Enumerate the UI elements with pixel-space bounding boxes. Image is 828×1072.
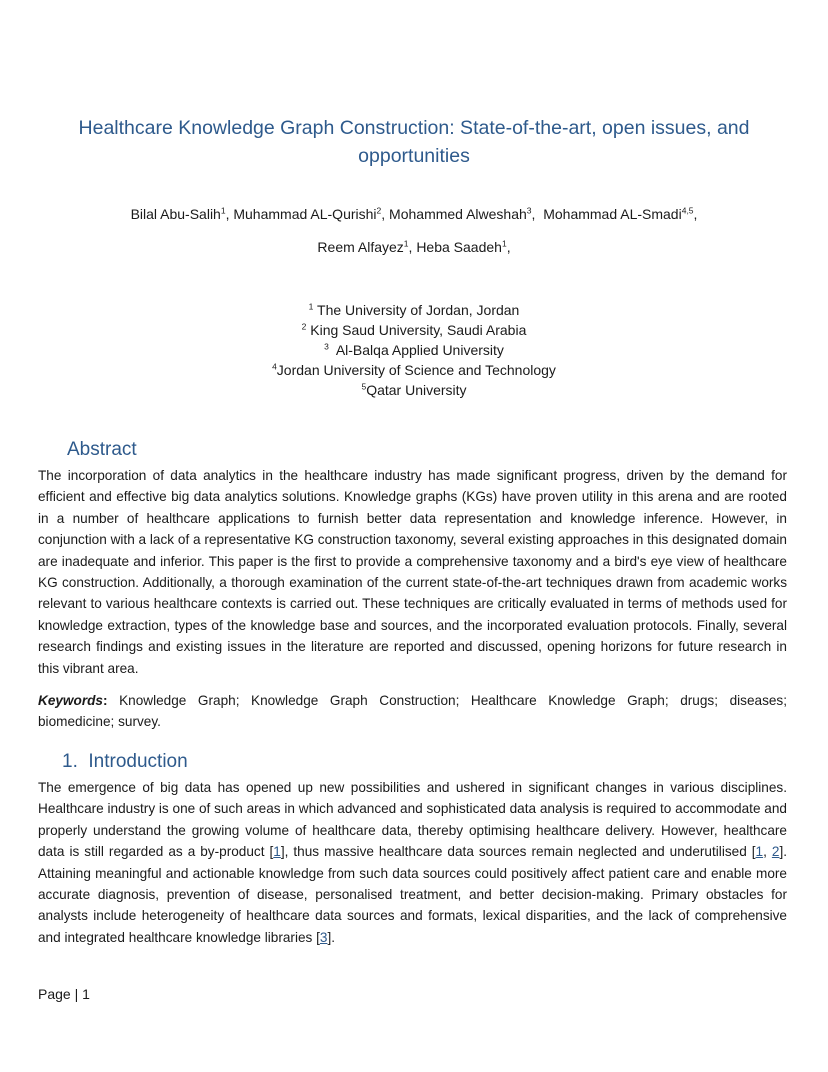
- abstract-text: The incorporation of data analytics in the healthcare industry has made significant progress, driven by the demand for efficient and effective big data analytics solutions. Knowledge graphs (KGs) have proven utility in this arena and are rooted in a number of healthcare applications to furnish better data representation and knowledge inference. However, in conjunction with a lack of a representative KG construction taxonomy, several existing approaches in this designated domain are inadequate and inferior. This paper is the first to provide a comprehensive taxonomy and a bird's eye view of healthcare KG construction. Additionally, a thorough examination of the current state-of-the-art techniques drawn from academic works relevant to various healthcare contexts is carried out. These techniques are critically evaluated in terms of methods used for knowledge extraction, types of the knowledge base and sources, and the incorporated evaluation protocols. Finally, several research findings and existing issues in the literature are reported and discussed, opening horizons for future research in this vibrant area.: [38, 468, 787, 676]
- author: Reem Alfayez$^1$: [317, 238, 409, 255]
- affiliation: $^5$Qatar University: [361, 381, 467, 398]
- citation-link[interactable]: 1: [755, 844, 764, 860]
- affiliation: $^1$ The University of Jordan, Jordan: [308, 301, 520, 318]
- author: Muhammad AL-Qurishi$^2$: [233, 205, 382, 222]
- affiliation: $^4$Jordan University of Science and Technology: [272, 361, 556, 378]
- citation-link[interactable]: 3: [319, 929, 328, 945]
- author: Heba Saadeh$^1$: [416, 238, 507, 255]
- author: Mohammad AL-Smadi$^{4,5}$: [543, 205, 694, 222]
- author: Mohammed Alweshah$^3$: [389, 205, 532, 222]
- authors-line-2: Reem Alfayez$^1$, Heba Saadeh$^1$,: [317, 238, 511, 255]
- introduction-text: The emergence of big data has opened up new possibilities and ushered in significant changes in various disciplines. Healthcare industry is one of such areas in which advanced and sophisticated data analysis is required to accommodate and properly understand the growing volume of healthcare data, thereby optimising healthcare delivery. However, healthcare data is still regarded as a by-product [1], thus massive healthcare data sources remain neglected and underutilised [1, 2]. Attaining meaningful and actionable knowledge from such data sources could positively affect patient care and enable more accurate diagnosis, prevention of disease, personalised treatment, and better decision-making. Primary obstacles for analysts include heterogeneity of healthcare data sources and formats, lexical disparities, and the lack of comprehensive and integrated healthcare knowledge libraries [3].: [38, 780, 787, 945]
- affiliations: [40, 300, 788, 400]
- abstract-heading: Abstract: [67, 439, 137, 460]
- paper-title: Healthcare Knowledge Graph Construction: State-of-the-art, open issues, and opportunities: [78, 117, 750, 167]
- author: Bilal Abu-Salih$^1$: [130, 205, 226, 222]
- keywords-text: Knowledge Graph; Knowledge Graph Construction; Healthcare Knowledge Graph; drugs; diseases; biomedicine; survey.: [38, 693, 787, 730]
- keywords-label: Keywords: [38, 693, 103, 708]
- authors-line-1: Bilal Abu-Salih$^1$, Muhammad AL-Qurishi$^2$, Mohammed Alweshah$^3$, Mohammad AL-Smadi$^{4,5}$,: [130, 205, 698, 222]
- citation-link[interactable]: 2: [771, 844, 780, 860]
- citation-link[interactable]: 1: [273, 844, 281, 860]
- introduction-heading: 1. Introduction: [62, 751, 188, 772]
- keywords: Keywords: Knowledge Graph; Knowledge Graph Construction; Healthcare Knowledge Graph; drugs; diseases; biomedicine; survey.: [38, 693, 787, 730]
- affiliation: $^2$ King Saud University, Saudi Arabia: [301, 321, 527, 338]
- page-footer: Page | 1: [38, 986, 90, 1002]
- affiliation: $^3$ Al-Balqa Applied University: [324, 341, 504, 358]
